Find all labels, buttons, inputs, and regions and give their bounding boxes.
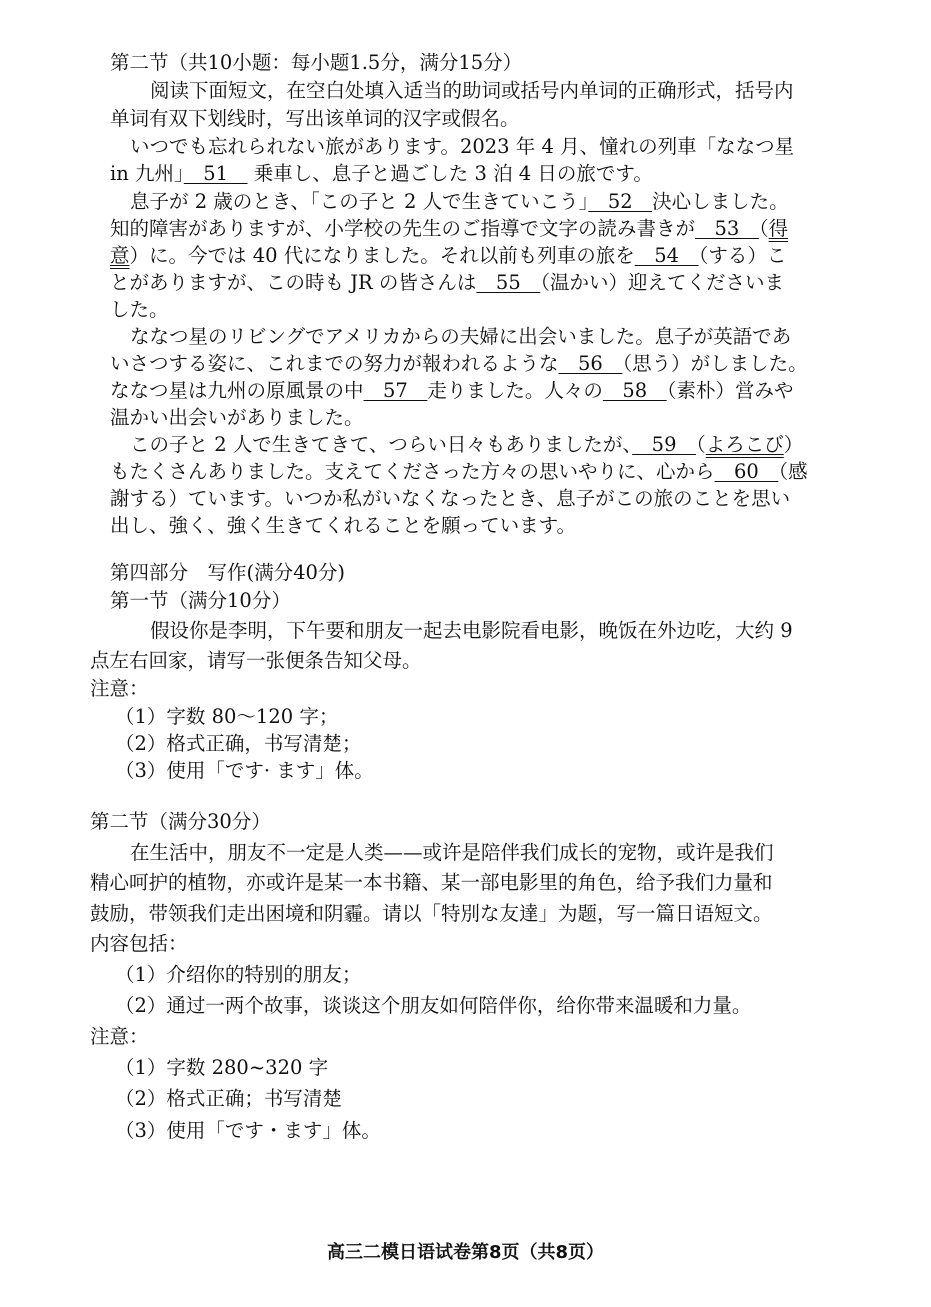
passage-line: 謝する）ています。いつか私がいなくなったとき、息子がこの旅のことを思い (110, 487, 791, 510)
blank-52[interactable]: 52 (588, 190, 653, 213)
passage-text: 息子が 2 歳のとき、「この子と 2 人で生きていこう」 (130, 190, 589, 213)
writing-part-title: 第四部分 写作(满分40分) (110, 561, 346, 584)
passage-text: 決心しました。 (652, 190, 789, 213)
passage-text: とがありますが、この時も JR の皆さんは (110, 271, 477, 294)
passage-text: （ (758, 217, 769, 240)
passage-line (110, 351, 808, 377)
passage-line: いつでも忘れられない旅があります。2023 年 4 月、憧れの列車「ななつ星 (130, 135, 795, 158)
passage-line (110, 270, 784, 296)
writing-section2-prompt: 内容包括： (90, 932, 188, 955)
writing-section2-prompt: 鼓励，带领我们走出困境和阴霾。请以「特別な友達」为题，写一篇日语短文。 (90, 902, 773, 925)
writing-section1-title: 第一节（满分10分） (110, 589, 291, 612)
content-item: （1）介绍你的特别的朋友； (115, 963, 362, 986)
passage-line (110, 216, 788, 242)
writing-section2-prompt: 精心呵护的植物，亦或许是某一本书籍、某一部电影里的角色，给予我们力量和 (90, 871, 773, 894)
passage-text: （温かい）迎えてくださいま (540, 271, 784, 294)
reading-instruction-line: 单词有双下划线时，写出该单词的汉字或假名。 (110, 107, 520, 130)
double-underlined-word: 意 (110, 244, 130, 267)
note-item: （3）使用「です· ます」体。 (115, 759, 374, 782)
passage-text: （感 (778, 460, 808, 483)
content-item: （2）通过一两个故事，谈谈这个朋友如何陪伴你，给你带来温暖和力量。 (115, 994, 752, 1017)
blank-55[interactable]: 55 (476, 271, 541, 294)
note-item: （1）字数 280~320 字 (115, 1056, 329, 1079)
passage-text: いさつする姿に、これまでの努力が報われるような (110, 352, 559, 375)
blank-53[interactable]: 53 (695, 217, 759, 240)
blank-56[interactable]: 56 (558, 352, 623, 375)
passage-text: もたくさんありました。支えてくださった方々の思いやりに、心から (110, 460, 715, 483)
passage-line: 温かい出会いがありました。 (110, 406, 364, 429)
note-item: （1）字数 80～120 字； (115, 705, 339, 728)
passage-line: ななつ星のリビングでアメリカからの夫婦に出会いました。息子が英語であ (130, 325, 792, 348)
reading-section-title: 第二节（共10小题：每小题1.5分，满分15分） (110, 51, 523, 74)
blank-58[interactable]: 58 (602, 379, 667, 402)
passage-text: 乗車し、息子と過ごした 3 泊 4 日の旅です。 (247, 162, 653, 185)
writing-section2-prompt: 在生活中，朋友不一定是人类——或许是陪伴我们成长的宠物，或许是我们 (130, 841, 774, 864)
passage-line (110, 378, 793, 404)
writing-section1-prompt: 假设你是李明，下午要和朋友一起去电影院看电影，晚饭在外边吃，大约 9 (150, 619, 793, 642)
note-item: （2）格式正确，书写清楚； (115, 732, 362, 755)
double-underlined-word: よろこび (705, 433, 784, 456)
passage-text: （思う）がしました。 (622, 352, 808, 375)
writing-section1-prompt: 点左右回家，请写一张便条告知父母。 (90, 649, 422, 672)
passage-line: した。 (110, 298, 169, 321)
passage-text: （素朴）営みや (666, 379, 794, 402)
passage-text: ）に。今では 40 代になりました。それ以前も列車の旅を (129, 244, 635, 267)
passage-text: （ (696, 433, 706, 456)
passage-line (130, 189, 789, 215)
blank-54[interactable]: 54 (634, 244, 699, 267)
blank-51[interactable]: 51 (183, 162, 248, 185)
reading-instruction-line: 阅读下面短文，在空白处填入适当的助词或括号内单词的正确形式，括号内 (150, 79, 794, 102)
passage-text: ） (783, 433, 804, 456)
passage-text: ななつ星は九州の原風景の中 (110, 379, 364, 402)
passage-text: この子と 2 人で生きてきて、つらい日々もありましたが、 (130, 433, 633, 456)
note-label: 注意： (90, 677, 149, 700)
passage-line (110, 243, 786, 269)
passage-line (130, 432, 803, 458)
page-footer: 高三二模日语试卷第8页（共8页） (326, 1242, 605, 1263)
note-item: （2）格式正确；书写清楚 (115, 1087, 342, 1110)
passage-text: 知的障害がありますが、小学校の先生のご指導で文字の読み書きが (110, 217, 696, 240)
note-item: （3）使用「です・ます」体。 (115, 1119, 381, 1142)
passage-line: 出し、強く、強く生きてくれることを願っています。 (110, 514, 577, 537)
blank-59[interactable]: 59 (632, 433, 696, 456)
note-label: 注意： (90, 1025, 149, 1048)
passage-text: in 九州」 (110, 162, 184, 185)
blank-60[interactable]: 60 (714, 460, 779, 483)
passage-line (110, 161, 653, 187)
writing-section2-title: 第二节（满分30分） (90, 810, 271, 833)
passage-line (110, 459, 808, 485)
double-underlined-word: 得 (768, 217, 789, 240)
passage-text: （する）こ (698, 244, 787, 267)
blank-57[interactable]: 57 (363, 379, 428, 402)
passage-text: 走りました。人々の (427, 379, 603, 402)
